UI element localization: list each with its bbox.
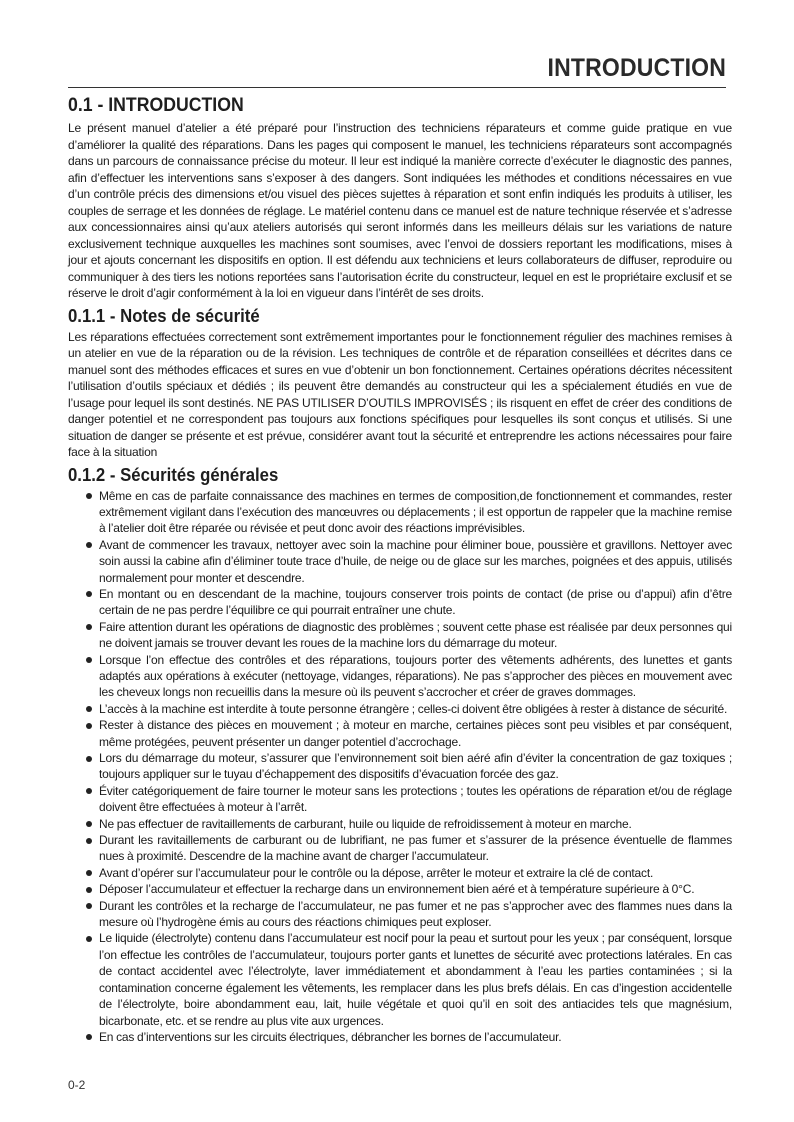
bullet-icon <box>86 756 92 762</box>
list-item <box>86 537 732 586</box>
list-item-text: Durant les ravitaillements de carburant ou de lubrifiant, ne pas fumer et s’assurer de la présence éventuelle de flammes nues à proximité. Descendre de la machine avant de charger l’accumulateur. <box>99 833 732 864</box>
bullet-icon <box>86 493 92 499</box>
section-introduction <box>68 94 732 302</box>
list-item-text: Le liquide (électrolyte) contenu dans l’accumulateur est nocif pour la peau et surtout pour les yeux ; par conséquent, lorsque l’on effectue les contrôles de l’accumulateur, toujours porter gants et lunettes de sécurité avec protections latérales. En cas de contact accidentel avec l’électrolyte, laver immédiatement et abondamment à l’eau les parties contaminées ; si la contamination concerne également les vêtements, les remplacer dans les plus brefs délais. En cas d’ingestion accidentelle de l’électrolyte, boire abondamment eau, lait, huile végétale et quoi qu’il en soit des antiacides tels que magnésium, bicarbonate, etc. et se rendre au plus vite aux urgences. <box>99 931 732 1028</box>
bullet-icon <box>86 624 92 630</box>
bullet-icon <box>86 591 92 597</box>
bullet-icon <box>86 723 92 729</box>
list-item-text: Faire attention durant les opérations de diagnostic des problèmes ; souvent cette phase est réalisée par deux personnes qui ne doivent jamais se trouver devant les roues de la machine lors du démarrage du moteur. <box>99 619 732 651</box>
list-item-text: Durant les contrôles et la recharge de l’accumulateur, ne pas fumer et ne pas s’approcher avec des flammes nues dans la mesure où l’hydrogène émis au cours des réactions chimiques peut exploser. <box>99 898 732 930</box>
list-item <box>86 881 732 897</box>
list-item-text: Déposer l’accumulateur et effectuer la recharge dans un environnement bien aéré et à température supérieure à 0°C. <box>99 882 695 897</box>
section-heading-general-safety: 0.1.2 - Sécurités générales <box>68 464 279 485</box>
page-content <box>68 94 732 1045</box>
list-item-text: Même en cas de parfaite connaissance des machines en termes de composition,de fonctionnement et commandes, rester extrêmement vigilant dans l’exécution des manœuvres ou déplacements ; il est opportun de rappeler que la machine remise à l’atelier doit être réparée ou révisée et peut donc avoir des réactions imprévisibles. <box>99 488 732 536</box>
list-item <box>86 586 732 619</box>
list-item <box>86 930 732 1028</box>
section-heading-safety-notes: 0.1.1 - Notes de sécurité <box>68 305 260 326</box>
bullet-icon <box>86 903 92 909</box>
bullet-icon <box>86 788 92 794</box>
list-item <box>86 619 732 652</box>
list-item <box>86 701 732 717</box>
chapter-title: INTRODUCTION <box>547 54 726 82</box>
list-item <box>86 898 732 931</box>
safety-notes-paragraph: Les réparations effectuées correctement sont extrêmement importantes pour le fonctionnement régulier des machines remises à un atelier en vue de la réparation ou de la révision. Les techniques de contrôle et de réparation conseillées et décrites dans ce manuel sont des méthodes efficaces et sures en vue d’obtenir un bon fonctionnement. Certaines opérations décrites nécessitent l’utilisation d’outils spéciaux et dédiés ; ils peuvent être demandés au constructeur qui les a spécialement étudiés en vue de l’usage pour lequel ils sont destinés. NE PAS UTILISER D’OUTILS IMPROVISÉS ; ils risquent en effet de créer des conditions de danger potentiel et ne correspondent pas toujours aux fonctions spécifiques pour lesquelles ils sont conçus et utilisés. Si une situation de danger se présente et est prévue, considérer avant tout la sécurité et entreprendre les actions nécessaires pour faire face à la situation <box>68 329 732 459</box>
list-item-text: Avant de commencer les travaux, nettoyer avec soin la machine pour éliminer boue, poussière et gravillons. Nettoyer avec soin aussi la cabine afin d’éliminer toute trace d’huile, de neige ou de glace sur les marches, poignées et des appuis, utilisés normalement pour monter et descendre. <box>99 537 732 585</box>
list-item-text: Lorsque l’on effectue des contrôles et des réparations, toujours porter des vêtements adhérents, des lunettes et gants adaptés aux opérations à exécuter (nettoyage, vidanges, réparations). Ne pas s’approcher des pièces en mouvement avec les cheveux longs non recueillis dans la mesure où ils peuvent s’accrocher et créer de graves dommages. <box>99 652 732 700</box>
list-item-text: Ne pas effectuer de ravitaillements de carburant, huile ou liquide de refroidissement à moteur en marche. <box>99 816 632 831</box>
list-item-text: Éviter catégoriquement de faire tourner le moteur sans les protections ; toutes les opérations de réparation et/ou de réglage doivent être effectuées à moteur à l’arrêt. <box>99 783 732 815</box>
header-rule <box>68 87 726 88</box>
list-item <box>86 750 732 783</box>
introduction-paragraph: Le présent manuel d’atelier a été préparé pour l’instruction des techniciens réparateurs et comme guide pratique en vue d’améliorer la qualité des réparations. Dans les pages qui composent le manuel, les techniciens réparateurs sont accompagnés dans un parcours de connaissance précise du moteur. Il leur est indiqué la manière correcte d’exécuter le diagnostic des pannes, afin d’effectuer les interventions sans s’exposer à des dangers. Sont indiquées les méthodes et conditions nécessaires en vue d’un contrôle précis des dimensions et/ou visuel des pièces sujettes à réparation et sont enfin indiqués les produits à utiliser, les couples de serrage et les données de réglage. Le matériel contenu dans ce manuel est de nature technique réservée et s’adresse aux concessionnaires ainsi qu’aux ateliers autorisés qui seront informés dans les meilleurs délais sur les variations de nature exclusivement technique auxquelles les machines sont soumises, avec l’envoi de dossiers reportant les modifications, mises à jour et ajouts concernant les dispositifs en option. Il est défendu aux techniciens et leurs collaborateurs de diffuser, reproduire ou communiquer à des tiers les notions reportées sans l’autorisation écrite du constructeur, lequel en est le propriétaire exclusif et se réserve le droit d’agir conformément à la loi en vigueur dans l’intérêt de ses droits. <box>68 121 732 300</box>
list-item-text: Avant d’opérer sur l’accumulateur pour le contrôle ou la dépose, arrêter le moteur et extraire la clé de contact. <box>99 865 654 880</box>
bullet-icon <box>86 870 92 876</box>
list-item <box>86 865 732 881</box>
list-item <box>86 1029 732 1045</box>
bullet-icon <box>86 706 92 712</box>
list-item-text: L’accès à la machine est interdite à toute personne étrangère ; celles-ci doivent être obligées à rester à distance de sécurité. <box>99 701 728 716</box>
section-heading-introduction: 0.1 - INTRODUCTION <box>68 95 244 116</box>
list-item <box>86 832 732 865</box>
list-item-text: Lors du démarrage du moteur, s’assurer que l’environnement soit bien aéré afin d’éviter la concentration de gaz toxiques ; toujours appliquer sur le tuyau d’échappement des dispositifs d’évacuation forcée des gaz. <box>99 751 732 782</box>
general-safety-list <box>68 488 732 1046</box>
list-item <box>86 652 732 701</box>
section-safety-notes <box>68 305 732 461</box>
list-item <box>86 717 732 750</box>
list-item-text: En cas d’interventions sur les circuits électriques, débrancher les bornes de l’accumulateur. <box>99 1029 562 1044</box>
bullet-icon <box>86 542 92 548</box>
page-number: 0-2 <box>68 1078 86 1092</box>
bullet-icon <box>86 838 92 844</box>
bullet-icon <box>86 887 92 893</box>
bullet-icon <box>86 936 92 942</box>
bullet-icon <box>86 657 92 663</box>
bullet-icon <box>86 1034 92 1040</box>
list-item-text: En montant ou en descendant de la machine, toujours conserver trois points de contact (de prise ou d’appui) afin d’être certain de ne pas perdre l’équilibre ce qui pourrait entraîner une chute. <box>99 586 732 618</box>
list-item-text: Rester à distance des pièces en mouvement ; à moteur en marche, certaines pièces sont peu visibles et par conséquent, même protégées, peuvent présenter un danger potentiel d’accrochage. <box>99 718 732 749</box>
list-item <box>86 488 732 537</box>
list-item <box>86 783 732 816</box>
bullet-icon <box>86 821 92 827</box>
list-item <box>86 816 732 832</box>
section-general-safety <box>68 464 732 1046</box>
